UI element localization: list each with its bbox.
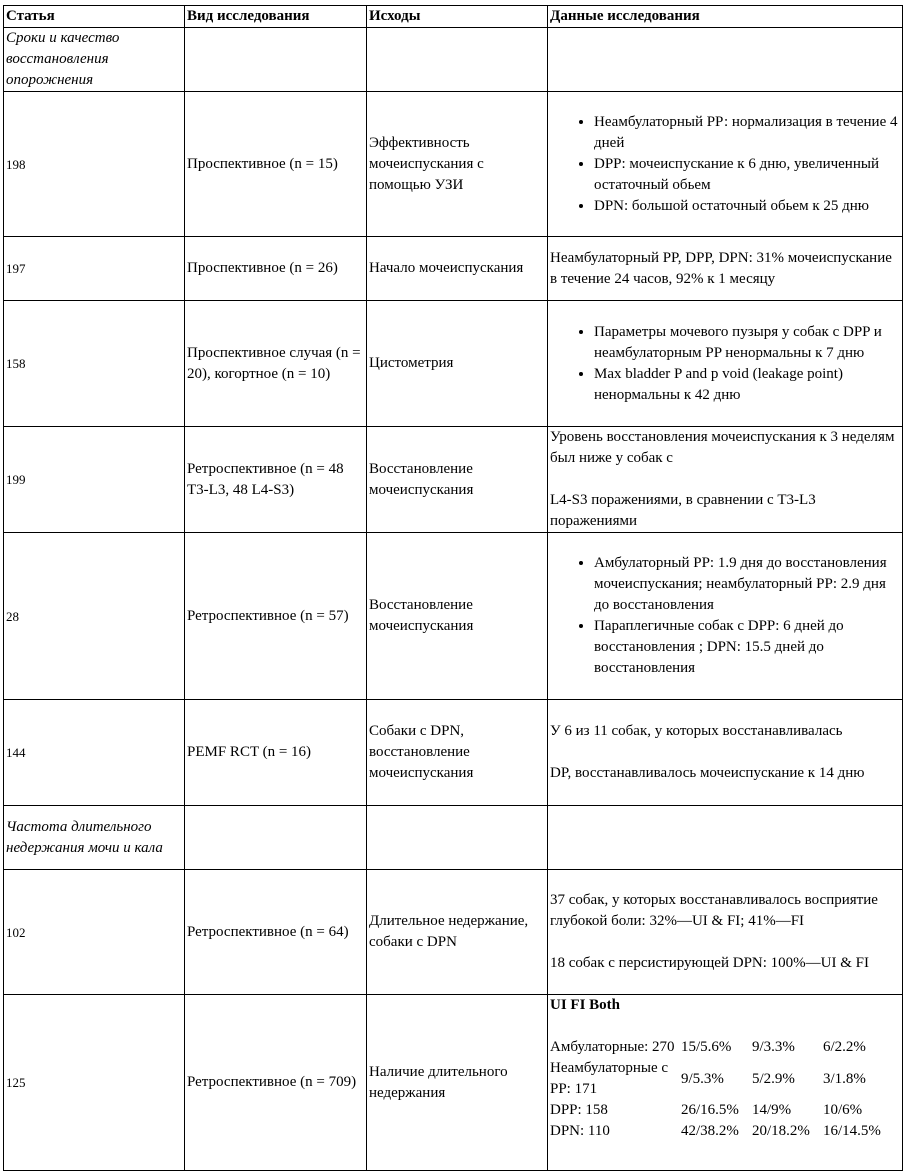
inner-ui: 26/16.5%	[681, 1102, 739, 1118]
article-cell: 102	[4, 870, 185, 995]
data-cell	[548, 301, 903, 427]
table-row	[4, 427, 903, 533]
inner-row	[550, 1121, 900, 1142]
article-cell: 199	[4, 427, 185, 533]
outcome-cell: Длительное недержание, собаки с DPN	[367, 870, 548, 995]
inner-label: DPP: 158	[550, 1102, 608, 1118]
outcome-cell: Собаки с DPN, восстановление мочеиспускания	[367, 700, 548, 806]
table-row	[4, 237, 903, 301]
inner-row	[550, 1100, 900, 1121]
section-title-incontinence: Частота длительного недержания мочи и кала	[4, 806, 185, 870]
study-type-cell: Проспективное (n = 15)	[185, 92, 367, 237]
outcome-cell: Цистометрия	[367, 301, 548, 427]
list-item: • Амбулаторный PP: 1.9 дня до восстановления мочеиспускания; неамбулаторный PP: 2.9 дня до восстановления	[594, 553, 900, 616]
table-row	[4, 301, 903, 427]
inner-both: 6/2.2%	[823, 1039, 866, 1055]
article-cell: 28	[4, 533, 185, 700]
article-cell: 198	[4, 92, 185, 237]
list-item: • DPP: мочеиспускание к 6 дню, увеличенный остаточный обьем	[594, 154, 900, 196]
table-row	[4, 995, 903, 1171]
inner-both: 10/6%	[823, 1102, 863, 1118]
outcome-cell: Восстановление мочеиспускания	[367, 533, 548, 700]
header-study-data: Данные исследования	[548, 6, 903, 28]
inner-label: Амбулаторные: 270	[550, 1039, 675, 1055]
article-cell: 197	[4, 237, 185, 301]
data-paragraph: У 6 из 11 собак, у которых восстанавливалась	[550, 723, 843, 739]
outcome-cell: Эффективность мочеиспускания с помощью УЗИ	[367, 92, 548, 237]
list-item: • Неамбулаторный РР: нормализация в течение 4 дней	[594, 112, 900, 154]
inner-label: DPN: 110	[550, 1123, 610, 1139]
header-article: Статья	[4, 6, 185, 28]
inner-ui: 9/5.3%	[681, 1070, 724, 1087]
data-list	[550, 112, 900, 217]
inner-ui: 42/38.2%	[681, 1123, 739, 1139]
data-paragraph: L4-S3 поражениями, в сравнении с T3-L3 поражениями	[550, 492, 816, 529]
article-cell: 125	[4, 995, 185, 1171]
data-cell	[548, 533, 903, 700]
data-paragraph: 37 собак, у которых восстанавливалось восприятие глубокой боли: 32%—UI & FI; 41%—FI	[550, 892, 878, 929]
data-list	[550, 322, 900, 406]
header-study-type: Вид исследования	[185, 6, 367, 28]
section-row-recovery	[4, 28, 903, 92]
data-paragraph: DP, восстанавливалось мочеиспускание к 14 дню	[550, 765, 865, 781]
data-cell	[548, 427, 903, 533]
study-table	[3, 5, 903, 1171]
outcome-cell: Наличие длительного недержания	[367, 995, 548, 1171]
table-row	[4, 533, 903, 700]
inner-fi: 9/3.3%	[752, 1039, 795, 1055]
section-title-recovery: Сроки и качество восстановления опорожнения	[4, 28, 185, 92]
inner-both: 16/14.5%	[823, 1123, 881, 1139]
list-item: • Параплегичные собак с DPP: 6 дней до восстановления ; DPN: 15.5 дней до восстановления	[594, 616, 900, 679]
study-type-cell: Проспективное (n = 26)	[185, 237, 367, 301]
list-item: • Max bladder P and p void (leakage point) ненормальны к 42 дню	[594, 364, 900, 406]
inner-fi: 14/9%	[752, 1102, 792, 1118]
table-row	[4, 92, 903, 237]
study-type-cell: Ретроспективное (n = 48 T3-L3, 48 L4-S3)	[185, 427, 367, 533]
inner-both: 3/1.8%	[823, 1070, 866, 1087]
outcome-cell: Начало мочеиспускания	[367, 237, 548, 301]
data-cell	[548, 870, 903, 995]
list-item: • DPN: большой остаточный обьем к 25 дню	[594, 196, 900, 217]
data-cell	[548, 700, 903, 806]
list-item: • Параметры мочевого пузыря у собак с DPP и неамбулаторным PP ненормальны к 7 дню	[594, 322, 900, 364]
data-list	[550, 553, 900, 679]
data-paragraph: 18 собак с персистирующей DPN: 100%—UI & FI	[550, 955, 869, 971]
incontinence-table	[550, 1037, 900, 1142]
study-type-cell: PEMF RCT (n = 16)	[185, 700, 367, 806]
data-cell	[548, 995, 903, 1171]
data-cell: Неамбулаторный PP, DPP, DPN: 31% мочеиспускание в течение 24 часов, 92% к 1 месяцу	[548, 237, 903, 301]
article-cell: 144	[4, 700, 185, 806]
inner-ui: 15/5.6%	[681, 1039, 732, 1055]
table-row	[4, 700, 903, 806]
inner-table-header: UI FI Both	[550, 997, 621, 1013]
section-row-incontinence	[4, 806, 903, 870]
outcome-cell: Восстановление мочеиспускания	[367, 427, 548, 533]
article-cell: 158	[4, 301, 185, 427]
inner-row	[550, 1037, 900, 1058]
header-outcomes: Исходы	[367, 6, 548, 28]
header-row	[4, 6, 903, 28]
inner-fi: 5/2.9%	[752, 1070, 795, 1087]
study-type-cell: Ретроспективное (n = 709)	[185, 995, 367, 1171]
study-type-cell: Ретроспективное (n = 57)	[185, 533, 367, 700]
table-row	[4, 870, 903, 995]
inner-fi: 20/18.2%	[752, 1123, 810, 1139]
study-type-cell: Ретроспективное (n = 64)	[185, 870, 367, 995]
inner-row	[550, 1058, 900, 1100]
data-cell	[548, 92, 903, 237]
study-type-cell: Проспективное случая (n = 20), когортное (n = 10)	[185, 301, 367, 427]
inner-label: Неамбулаторные с PP: 171	[550, 1060, 669, 1097]
data-paragraph: Уровень восстановления мочеиспускания к 3 неделям был ниже у собак с	[550, 429, 895, 466]
